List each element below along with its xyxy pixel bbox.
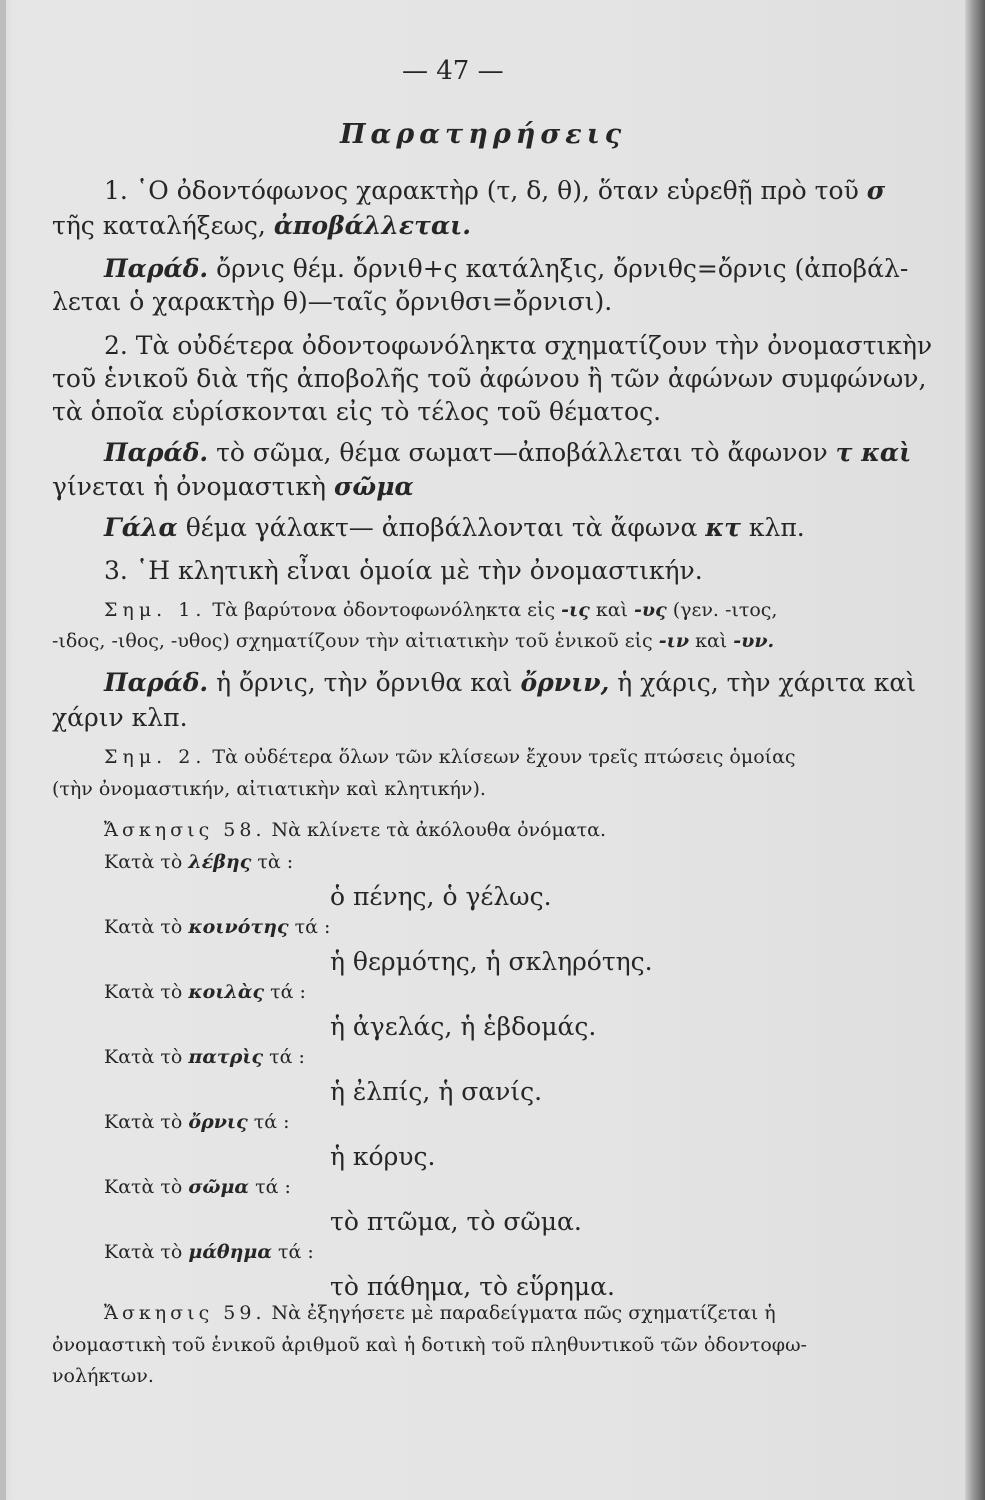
note-1-line2-text: -ιδος, -ιθος, -υθος) σχηματίζουν τὴν αἰτιατικὴν τοῦ ἑνικοῦ εἰς bbox=[52, 630, 653, 652]
note-1-is: -ις bbox=[561, 599, 590, 621]
model-prefix: Κατὰ τὸ bbox=[104, 1176, 183, 1198]
model-word: μάθημα bbox=[188, 1241, 272, 1263]
example-3-label: Παράδ. bbox=[104, 668, 209, 697]
model-word: λέβης bbox=[188, 851, 252, 873]
model-prefix: Κατὰ τὸ bbox=[104, 981, 183, 1003]
example-1-line-2: λεται ὁ χαρακτὴρ θ)—ταῖς ὄρνιθσι=ὄρνισι). bbox=[52, 287, 613, 316]
note-1-yn: -υν. bbox=[733, 630, 775, 652]
gala-text: θέμα γάλακτ— ἀποβάλλονται τὰ ἄφωνα bbox=[185, 513, 698, 542]
page-left-edge bbox=[0, 0, 6, 1500]
model-suffix: τά : bbox=[270, 981, 306, 1003]
example-1-label: Παράδ. bbox=[104, 254, 209, 283]
exercise-58-words: ὁ πένης, ὁ γέλως. bbox=[330, 882, 552, 911]
page-number: — 47 — bbox=[402, 56, 504, 86]
exercise-58-header bbox=[104, 818, 606, 842]
exercise-58-words: τὸ πάθημα, τὸ εὕρημα. bbox=[330, 1272, 615, 1301]
paragraph-2-line-3: τὰ ὁποῖα εὑρίσκονται εἰς τὸ τέλος τοῦ θέματος. bbox=[52, 397, 662, 426]
note-2-text: Τὰ οὐδέτερα ὅλων τῶν κλίσεων ἔχουν τρεῖς πτώσεις ὁμοίας bbox=[212, 746, 796, 768]
exercise-59-label: Ἄσκησις 59. bbox=[104, 1302, 266, 1324]
model-word: σῶμα bbox=[188, 1176, 250, 1198]
example-3-line-1 bbox=[104, 668, 916, 698]
exercise-58-words: τὸ πτῶμα, τὸ σῶμα. bbox=[330, 1207, 582, 1236]
example-1-line-1 bbox=[104, 254, 908, 284]
example-2-soma: σῶμα bbox=[333, 472, 414, 501]
note-2-line-1 bbox=[104, 745, 796, 769]
paragraph-3: 3. ῾Η κλητικὴ εἶναι ὁμοία μὲ τὴν ὀνομαστικήν. bbox=[104, 556, 703, 585]
model-suffix: τά : bbox=[253, 1111, 290, 1133]
p1-line1-sigma: σ bbox=[866, 176, 886, 205]
model-suffix: τά : bbox=[269, 1046, 305, 1068]
exercise-59-line-1 bbox=[104, 1301, 776, 1325]
exercise-58-instruction: Νὰ κλίνετε τὰ ἀκόλουθα ὀνόματα. bbox=[271, 819, 607, 841]
model-word: κοιλὰς bbox=[188, 981, 265, 1003]
model-prefix: Κατὰ τὸ bbox=[104, 851, 183, 873]
exercise-59-line-3: νολήκτων. bbox=[52, 1365, 154, 1387]
model-word: πατρὶς bbox=[188, 1046, 264, 1068]
page-binding-edge bbox=[965, 0, 985, 1500]
model-prefix: Κατὰ τὸ bbox=[104, 916, 183, 938]
example-2-label: Παράδ. bbox=[104, 438, 209, 467]
p1-line2-emph: ἀποβάλλεται. bbox=[273, 211, 471, 240]
paragraph-2-line-1: 2. Τὰ οὐδέτερα ὀδοντοφωνόληκτα σχηματίζουν τὴν ὀνομαστικὴν bbox=[104, 331, 933, 360]
paragraph-1-line-1 bbox=[104, 176, 885, 206]
model-suffix: τὰ : bbox=[257, 851, 294, 873]
section-heading: Παρατηρήσεις bbox=[340, 119, 627, 150]
gala-word: Γάλα bbox=[104, 513, 178, 542]
note-1-kai-1: καὶ bbox=[595, 599, 628, 621]
note-1-in: -ιν bbox=[658, 630, 690, 652]
exercise-58-model-line bbox=[104, 1110, 290, 1134]
p1-line1-text: 1. ῾Ο ὀδοντόφωνος χαρακτὴρ (τ, δ, θ), ὅταν εὑρεθῇ πρὸ τοῦ bbox=[104, 176, 859, 205]
exercise-58-model-line bbox=[104, 850, 293, 874]
gala-end: κλπ. bbox=[748, 513, 805, 542]
model-prefix: Κατὰ τὸ bbox=[104, 1111, 183, 1133]
p1-line2-text: τῆς καταλήξεως, bbox=[52, 211, 266, 240]
note-1-label: Σημ. 1. bbox=[104, 599, 207, 621]
note-1-line-1 bbox=[104, 598, 777, 622]
note-1-ys: -υς bbox=[634, 599, 667, 621]
gala-kt: κτ bbox=[705, 513, 741, 542]
note-1-text: Τὰ βαρύτονα ὀδοντοφωνόληκτα εἰς bbox=[212, 599, 556, 621]
example-3-text-a: ἡ ὄρνις, τὴν ὄρνιθα καὶ bbox=[216, 668, 513, 697]
paragraph-1-line-2 bbox=[52, 211, 471, 241]
exercise-59-line-2: ὀνομαστικὴ τοῦ ἑνικοῦ ἀριθμοῦ καὶ ἡ δοτικὴ τοῦ πληθυντικοῦ τῶν ὀδοντοφω- bbox=[52, 1334, 807, 1356]
exercise-58-model-line bbox=[104, 915, 330, 939]
model-suffix: τά : bbox=[278, 1241, 314, 1263]
exercise-58-model-line bbox=[104, 1240, 314, 1264]
exercise-58-model-line bbox=[104, 1175, 291, 1199]
note-2-label: Σημ. 2. bbox=[104, 746, 207, 768]
exercise-58-words: ἡ θερμότης, ἡ σκληρότης. bbox=[330, 947, 653, 976]
exercise-58-model-line bbox=[104, 1045, 305, 1069]
example-2-gala-line bbox=[104, 513, 805, 543]
model-word: κοινότης bbox=[188, 916, 289, 938]
exercise-58-model-line bbox=[104, 980, 306, 1004]
note-2-line-2: (τὴν ὀνομαστικήν, αἰτιατικὴν καὶ κλητικήν). bbox=[52, 778, 486, 800]
example-3-line-2: χάριν κλπ. bbox=[52, 703, 188, 732]
exercise-59-text: Νὰ ἐξηγήσετε μὲ παραδείγματα πῶς σχηματίζεται ἡ bbox=[271, 1302, 776, 1324]
example-2-line-1 bbox=[104, 438, 911, 468]
exercise-58-words: ἡ ἐλπίς, ἡ σανίς. bbox=[330, 1077, 543, 1106]
model-prefix: Κατὰ τὸ bbox=[104, 1046, 183, 1068]
example-3-ornin: ὄρνιν, bbox=[520, 668, 610, 697]
exercise-58-words: ἡ κόρυς. bbox=[330, 1142, 436, 1171]
model-prefix: Κατὰ τὸ bbox=[104, 1241, 183, 1263]
example-2-end: τ καὶ bbox=[835, 438, 912, 467]
example-2-line-2 bbox=[52, 472, 414, 502]
model-suffix: τά : bbox=[255, 1176, 291, 1198]
note-1-kai-2: καὶ bbox=[695, 630, 728, 652]
note-1-line1-end: (γεν. -ιτος, bbox=[672, 599, 778, 621]
note-1-line-2 bbox=[52, 629, 774, 653]
example-2-text: τὸ σῶμα, θέμα σωματ—ἀποβάλλεται τὸ ἄφωνον bbox=[216, 438, 828, 467]
model-word: ὄρνις bbox=[188, 1111, 248, 1133]
example-3-text-c: ἡ χάρις, τὴν χάριτα καὶ bbox=[617, 668, 917, 697]
example-2-line2-text: γίνεται ἡ ὀνομαστικὴ bbox=[52, 472, 327, 501]
exercise-58-words: ἡ ἀγελάς, ἡ ἑβδομάς. bbox=[330, 1012, 597, 1041]
exercise-58-label: Ἄσκησις 58. bbox=[104, 819, 266, 841]
example-1-text: ὄρνις θέμ. ὄρνιθ+ς κατάληξις, ὄρνιθς=ὄρνις (ἀποβάλ- bbox=[216, 254, 909, 283]
model-suffix: τά : bbox=[294, 916, 331, 938]
paragraph-2-line-2: τοῦ ἑνικοῦ διὰ τῆς ἀποβολῆς τοῦ ἀφώνου ἢ τῶν ἀφώνων συμφώνων, bbox=[52, 364, 927, 393]
